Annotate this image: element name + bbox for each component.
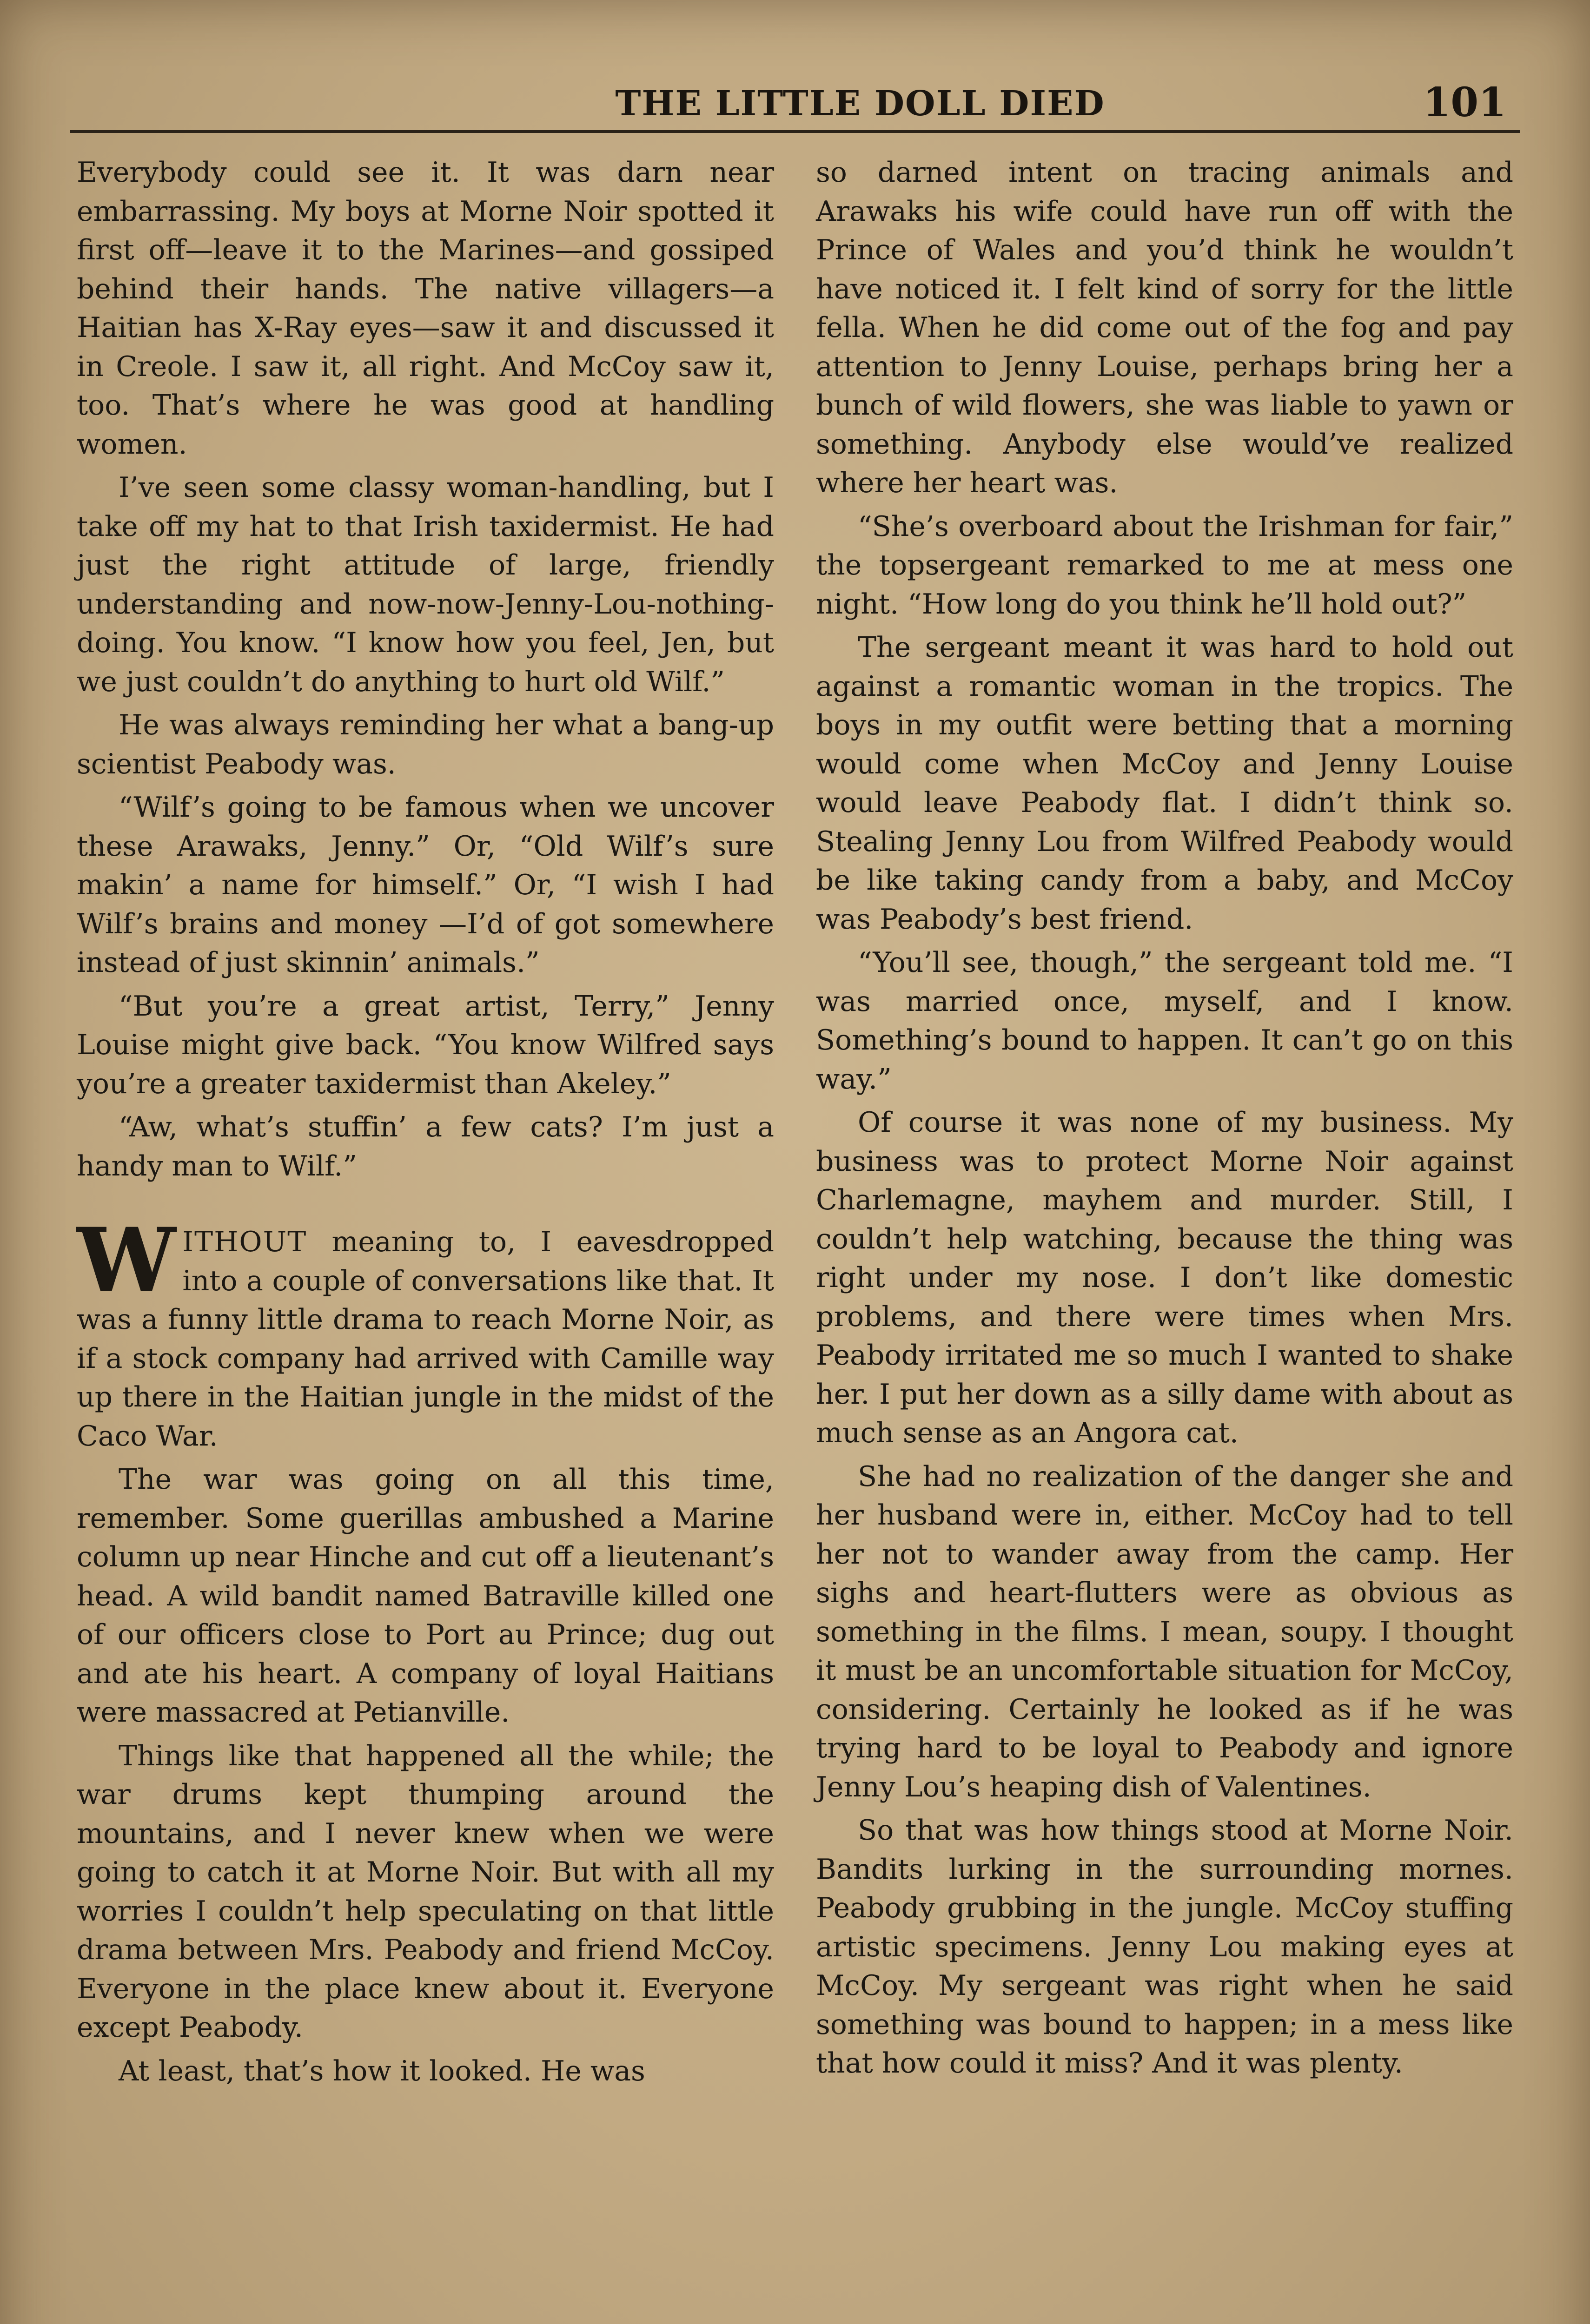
- paragraph: “Wilf’s going to be famous when we uncover these Arawaks, Jenny.” Or, “Old Wilf’s sure makin’ a name for himself.” Or, “I wish I had Wilf’s brains and money —I’d of got somewhere instead of just skinnin’ animals.”: [77, 791, 774, 979]
- section-opening-paragraph: [77, 1208, 774, 1456]
- paragraph: Everybody could see it. It was darn near embarrassing. My boys at Morne Noir spotted it first off—leave it to the Marines—and gossiped behind their hands. The native villagers—a Haitian has X-Ray eyes—saw it and discussed it in Creole. I saw it, all right. And McCoy saw it, too. That’s where he was good at handling women.: [77, 156, 774, 461]
- paragraph: “You’ll see, though,” the sergeant told me. “I was married once, myself, and I know. Something’s bound to happen. It can’t go on this way.”: [816, 946, 1513, 1096]
- paragraph: He was always reminding her what a bang-up scientist Peabody was.: [77, 709, 774, 780]
- paragraph: “Aw, what’s stuffin’ a few cats? I’m just a handy man to Wilf.”: [77, 1111, 774, 1182]
- left-column: [77, 153, 774, 2095]
- paragraph: “But you’re a great artist, Terry,” Jenny Louise might give back. “You know Wilfred says you’re a greater taxidermist than Akeley.”: [77, 990, 774, 1100]
- paragraph: She had no realization of the danger she and her husband were in, either. McCoy had to tell her not to wander away from the camp. Her sighs and heart-flutters were as obvious as something in the films. I mean, soupy. I thought it must be an uncomfortable situation for McCoy, considering. Certainly he looked as if he was trying hard to be loyal to Peabody and ignore Jenny Lou’s heaping dish of Valentines.: [816, 1460, 1513, 1803]
- small-caps-lead: ITHOUT: [182, 1226, 307, 1258]
- paragraph: Things like that happened all the while; the war drums kept thumping around the mountains, and I never knew when we were going to catch it at Morne Noir. But with all my worries I couldn’t help speculating on that little drama between Mrs. Peabody and friend McCoy. Everyone in the place knew about it. Everyone except Peabody.: [77, 1739, 774, 2044]
- paragraph: I’ve seen some classy woman-handling, but I take off my hat to that Irish taxidermist. He had just the right attitude of large, friendly understanding and now-now-Jenny-Lou-nothing-doing. You know. “I know how you feel, Jen, but we just couldn’t do anything to hurt old Wilf.”: [77, 471, 774, 698]
- paragraph: The war was going on all this time, remember. Some guerillas ambushed a Marine column up near Hinche and cut off a lieutenant’s head. A wild bandit named Batraville killed one of our officers close to Port au Prince; dug out and ate his heart. A company of loyal Haitians were massacred at Petianville.: [77, 1463, 774, 1729]
- paragraph: “She’s overboard about the Irishman for fair,” the topsergeant remarked to me at mess one night. “How long do you think he’ll hold out?”: [816, 510, 1513, 621]
- paragraph-text: meaning to, I eavesdropped into a couple of conversations like that. It was a funny little drama to reach Morne Noir, as if a stock company had arrived with Camille way up there in the Haitian jungle in the midst of the Caco War.: [77, 1226, 774, 1452]
- paragraph: Of course it was none of my business. My business was to protect Morne Noir against Charlemagne, mayhem and murder. Still, I couldn’t help watching, because the thing was right under my nose. I don’t like domestic problems, and there were times when Mrs. Peabody irritated me so much I wanted to shake her. I put her down as a silly dame with about as much sense as an Angora cat.: [816, 1106, 1513, 1449]
- page-number: 101: [1423, 79, 1506, 126]
- running-header: [70, 70, 1520, 135]
- right-column: [816, 153, 1513, 2088]
- paragraph: so darned intent on tracing animals and Arawaks his wife could have run off with the Prince of Wales and you’d think he wouldn’t have noticed it. I felt kind of sorry for the little fella. When he did come out of the fog and pay attention to Jenny Louise, perhaps bring her a bunch of wild flowers, she was liable to yawn or something. Anybody else would’ve realized where her heart was.: [816, 156, 1513, 499]
- header-rule: [70, 130, 1520, 133]
- drop-cap: W: [77, 1208, 176, 1312]
- paragraph: The sergeant meant it was hard to hold out against a romantic woman in the tropics. The boys in my outfit were betting that a morning would come when McCoy and Jenny Louise would leave Peabody flat. I didn’t think so. Stealing Jenny Lou from Wilfred Peabody would be like taking candy from a baby, and McCoy was Peabody’s best friend.: [816, 631, 1513, 936]
- paragraph: At least, that’s how it looked. He was: [119, 2054, 645, 2087]
- paragraph: So that was how things stood at Morne Noir. Bandits lurking in the surrounding mornes. Peabody grubbing in the jungle. McCoy stuffing artistic specimens. Jenny Lou making eyes at McCoy. My sergeant was right when he said something was bound to happen; in a mess like that how could it miss? And it was plenty.: [816, 1814, 1513, 2080]
- running-title: THE LITTLE DOLL DIED: [615, 84, 1105, 124]
